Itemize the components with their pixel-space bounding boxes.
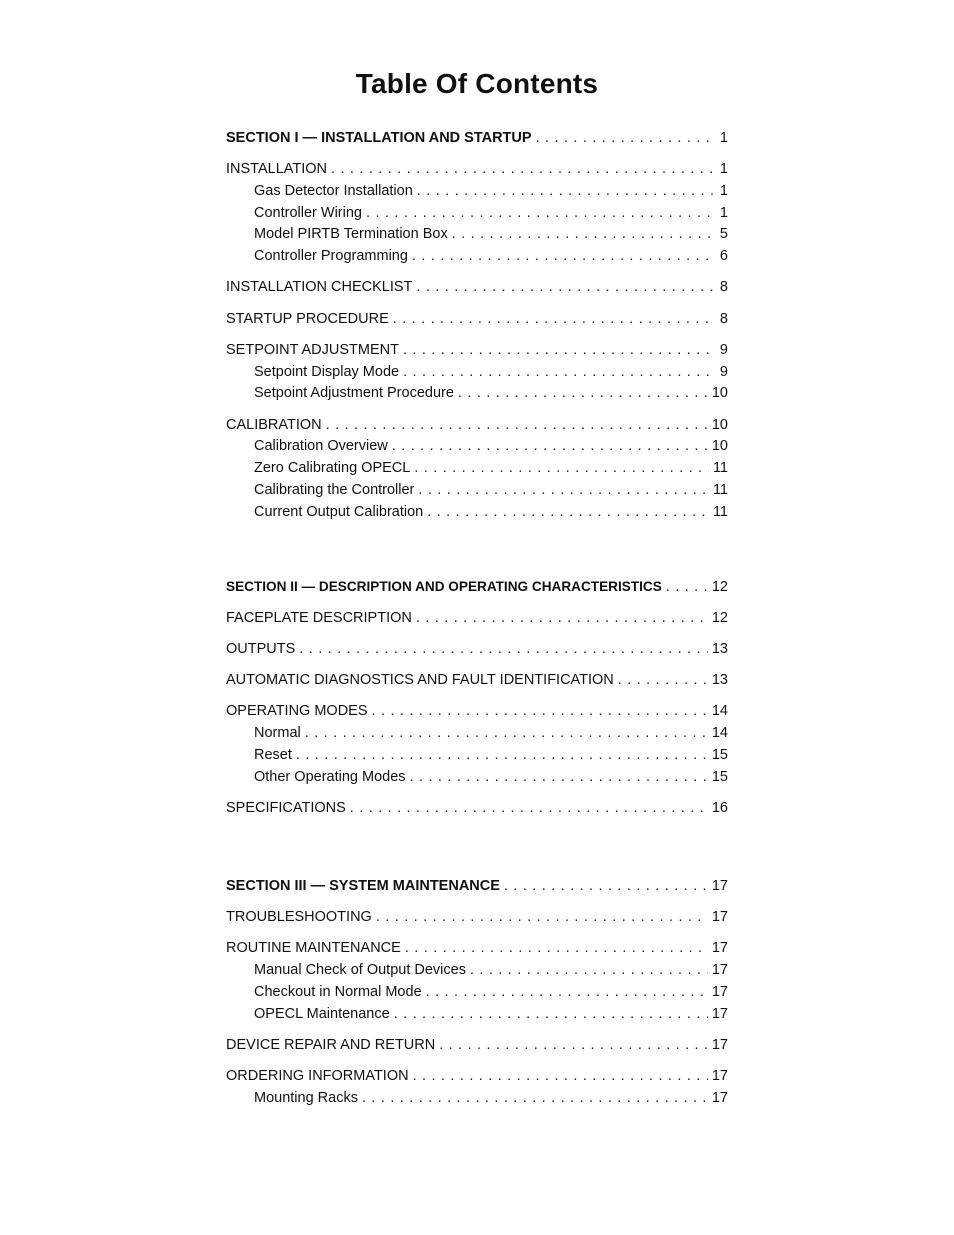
toc-label: FACEPLATE DESCRIPTION xyxy=(226,610,412,626)
toc-label: SETPOINT ADJUSTMENT xyxy=(226,342,399,358)
dot-leader xyxy=(418,479,709,501)
toc-entry-faceplate-description[interactable] xyxy=(226,607,728,629)
toc-label: SECTION III — SYSTEM MAINTENANCE xyxy=(226,878,500,894)
toc-page-number: 10 xyxy=(711,438,728,454)
toc-entry-startup-procedure[interactable] xyxy=(226,308,728,330)
dot-leader xyxy=(299,638,708,660)
toc-label: SPECIFICATIONS xyxy=(226,800,346,816)
toc-page-number: 8 xyxy=(719,279,728,295)
toc-page-number: 13 xyxy=(711,672,728,688)
toc-page-number: 17 xyxy=(711,1090,728,1106)
dot-leader xyxy=(403,339,714,361)
toc-subentry[interactable] xyxy=(254,1087,728,1109)
dot-leader xyxy=(296,744,708,766)
dot-leader xyxy=(427,501,709,523)
dot-leader xyxy=(618,669,708,691)
toc-label: INSTALLATION xyxy=(226,161,327,177)
toc-page-number: 1 xyxy=(719,205,728,221)
toc-page-number: 1 xyxy=(719,130,728,146)
toc-page-number: 14 xyxy=(711,725,728,741)
toc-page-number: 9 xyxy=(719,364,728,380)
toc-page-number: 1 xyxy=(719,183,728,199)
toc-subentry[interactable] xyxy=(254,744,728,766)
dot-leader xyxy=(403,361,714,383)
toc-label: Controller Wiring xyxy=(254,205,362,221)
dot-leader xyxy=(416,607,708,629)
toc-subentry[interactable] xyxy=(254,382,728,404)
toc-subentry[interactable] xyxy=(254,981,728,1003)
toc-label: Controller Programming xyxy=(254,248,408,264)
dot-leader xyxy=(405,937,708,959)
dot-leader xyxy=(458,382,708,404)
toc-page-number: 5 xyxy=(719,226,728,242)
toc-label: Mounting Racks xyxy=(254,1090,358,1106)
toc-label: OUTPUTS xyxy=(226,641,296,657)
toc-label: Zero Calibrating OPECL xyxy=(254,460,411,476)
toc-entry-installation-checklist[interactable] xyxy=(226,276,728,298)
toc-label: Calibrating the Controller xyxy=(254,482,415,498)
toc-page-number: 17 xyxy=(711,1037,728,1053)
toc-subentry[interactable] xyxy=(254,501,728,523)
toc-page-number: 9 xyxy=(719,342,728,358)
toc-label: Setpoint Adjustment Procedure xyxy=(254,385,454,401)
dot-leader xyxy=(504,875,708,897)
toc-entry-routine-maintenance[interactable] xyxy=(226,937,728,959)
toc-section-3[interactable] xyxy=(226,875,728,897)
toc-label: TROUBLESHOOTING xyxy=(226,909,372,925)
toc-page-number: 17 xyxy=(711,909,728,925)
toc-subentry[interactable] xyxy=(254,361,728,383)
toc-entry-outputs[interactable] xyxy=(226,638,728,660)
dot-leader xyxy=(326,414,708,436)
toc-subentry[interactable] xyxy=(254,766,728,788)
dot-leader xyxy=(392,435,708,457)
toc-page-number: 12 xyxy=(711,579,728,595)
toc-subentry[interactable] xyxy=(254,223,728,245)
toc-label: Calibration Overview xyxy=(254,438,388,454)
toc-label: Normal xyxy=(254,725,301,741)
toc-page-number: 1 xyxy=(719,161,728,177)
toc-entry-automatic-diagnostics[interactable] xyxy=(226,669,728,691)
dot-leader xyxy=(350,797,708,819)
toc-label: Manual Check of Output Devices xyxy=(254,962,466,978)
toc-entry-operating-modes[interactable] xyxy=(226,700,728,722)
dot-leader xyxy=(410,766,708,788)
toc-label: OPERATING MODES xyxy=(226,703,368,719)
toc-subentry[interactable] xyxy=(254,180,728,202)
dot-leader xyxy=(536,127,714,149)
toc-subentry[interactable] xyxy=(254,457,728,479)
toc-page-number: 8 xyxy=(719,311,728,327)
toc-subentry[interactable] xyxy=(254,245,728,267)
dot-leader xyxy=(412,245,714,267)
toc-label: ROUTINE MAINTENANCE xyxy=(226,940,401,956)
toc-entry-troubleshooting[interactable] xyxy=(226,906,728,928)
toc-entry-device-repair[interactable] xyxy=(226,1034,728,1056)
dot-leader xyxy=(414,457,709,479)
page-title: Table Of Contents xyxy=(355,68,599,99)
toc-page-number: 11 xyxy=(712,482,728,498)
toc-page-number: 14 xyxy=(711,703,728,719)
dot-leader xyxy=(305,722,708,744)
toc-subentry[interactable] xyxy=(254,722,728,744)
toc-label: STARTUP PROCEDURE xyxy=(226,311,389,327)
toc-label: SECTION I — INSTALLATION AND STARTUP xyxy=(226,130,532,146)
toc-entry-setpoint-adjustment[interactable] xyxy=(226,339,728,361)
toc-page-number: 15 xyxy=(711,769,728,785)
toc-page-number: 11 xyxy=(712,460,728,476)
toc-label: ORDERING INFORMATION xyxy=(226,1068,409,1084)
toc-page-number: 17 xyxy=(711,1006,728,1022)
toc-label: Checkout in Normal Mode xyxy=(254,984,422,1000)
dot-leader xyxy=(426,981,708,1003)
toc-entry-ordering-information[interactable] xyxy=(226,1065,728,1087)
dot-leader xyxy=(394,1003,708,1025)
toc-section-1[interactable] xyxy=(226,127,728,149)
toc-label: OPECL Maintenance xyxy=(254,1006,390,1022)
dot-leader xyxy=(416,276,714,298)
toc-subentry[interactable] xyxy=(254,435,728,457)
toc-label: AUTOMATIC DIAGNOSTICS AND FAULT IDENTIFICATION xyxy=(226,672,614,688)
toc-label: Model PIRTB Termination Box xyxy=(254,226,448,242)
toc-label: Other Operating Modes xyxy=(254,769,406,785)
toc-page-number: 17 xyxy=(711,940,728,956)
dot-leader xyxy=(331,158,714,180)
dot-leader xyxy=(393,308,714,330)
toc-subentry[interactable] xyxy=(254,479,728,501)
toc-entry-calibration[interactable] xyxy=(226,414,728,436)
toc-entry-specifications[interactable] xyxy=(226,797,728,819)
toc-section-2[interactable] xyxy=(226,576,728,598)
toc-page-number: 15 xyxy=(711,747,728,763)
toc-page-number: 17 xyxy=(711,984,728,1000)
toc-page-number: 13 xyxy=(711,641,728,657)
dot-leader xyxy=(666,576,708,598)
toc-label: CALIBRATION xyxy=(226,417,322,433)
toc-label: Gas Detector Installation xyxy=(254,183,413,199)
toc-page-number: 10 xyxy=(711,417,728,433)
dot-leader xyxy=(362,1087,708,1109)
toc-page-number: 17 xyxy=(711,1068,728,1084)
dot-leader xyxy=(452,223,714,245)
dot-leader xyxy=(366,202,714,224)
toc-page-number: 11 xyxy=(712,504,728,520)
dot-leader xyxy=(470,959,708,981)
toc-label: Current Output Calibration xyxy=(254,504,424,520)
toc-label: SECTION II — DESCRIPTION AND OPERATING CHARACTERISTICS xyxy=(226,579,662,594)
dot-leader xyxy=(417,180,714,202)
toc-page-number: 16 xyxy=(711,800,728,816)
toc-label: Setpoint Display Mode xyxy=(254,364,400,380)
toc-page-number: 6 xyxy=(719,248,728,264)
dot-leader xyxy=(372,700,708,722)
toc-page-number: 10 xyxy=(711,385,728,401)
toc-label: INSTALLATION CHECKLIST xyxy=(226,279,413,295)
toc-page-number: 12 xyxy=(711,610,728,626)
toc-page-number: 17 xyxy=(711,878,728,894)
toc-label: Reset xyxy=(254,747,292,763)
toc-page-number: 17 xyxy=(711,962,728,978)
dot-leader xyxy=(439,1034,708,1056)
dot-leader xyxy=(413,1065,708,1087)
dot-leader xyxy=(376,906,708,928)
toc-label: DEVICE REPAIR AND RETURN xyxy=(226,1037,436,1053)
toc-subentry[interactable] xyxy=(254,959,728,981)
toc-subentry[interactable] xyxy=(254,202,728,224)
toc-subentry[interactable] xyxy=(254,1003,728,1025)
toc-entry-installation[interactable] xyxy=(226,158,728,180)
